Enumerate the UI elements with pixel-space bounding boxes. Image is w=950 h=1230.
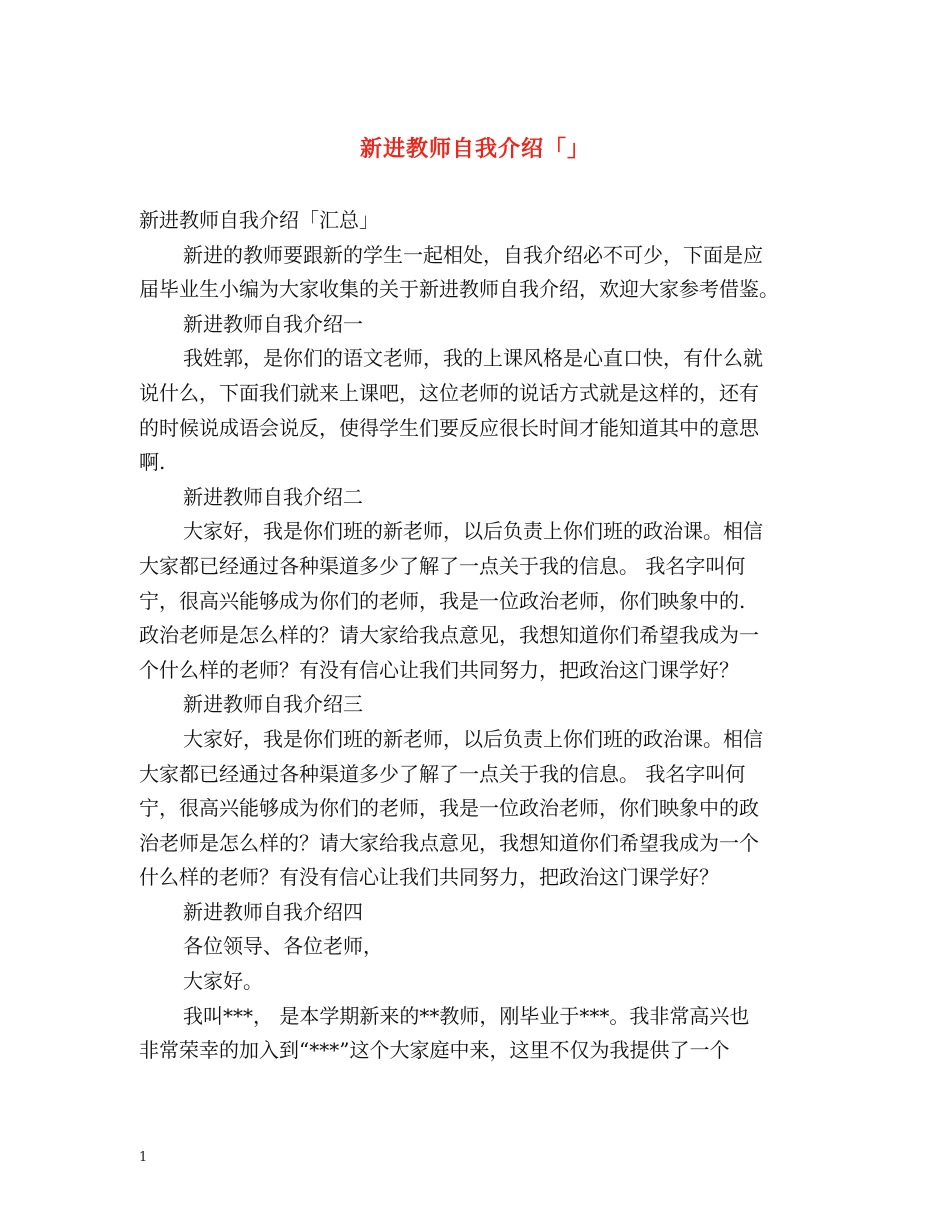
paragraph-line: 新进的教师要跟新的学生一起相处，自我介绍必不可少，下面是应 [183, 242, 763, 267]
paragraph-line: 我叫***， 是本学期新来的**教师，刚毕业于***。我非常高兴也 [183, 1003, 750, 1028]
section-heading: 新进教师自我介绍四 [183, 899, 363, 924]
paragraph-line: 个什么样的老师？有没有信心让我们共同努力，把政治这门课学好？ [139, 657, 739, 682]
paragraph-line: 宁，很高兴能够成为你们的老师，我是一位政治老师，你们映象中的政 [139, 796, 759, 821]
paragraph-line: 大家好。 [183, 969, 263, 994]
paragraph-line: 治老师是怎么样的？请大家给我点意见，我想知道你们希望我成为一个 [139, 830, 759, 855]
paragraph-line: 的时候说成语会说反，使得学生们要反应很长时间才能知道其中的意思 [139, 415, 759, 440]
paragraph-line: 啊. [139, 450, 166, 475]
paragraph-line: 宁，很高兴能够成为你们的老师，我是一位政治老师，你们映象中的. [139, 588, 746, 613]
paragraph-line: 政治老师是怎么样的？请大家给我点意见，我想知道你们希望我成为一 [139, 623, 759, 648]
paragraph-line: 说什么，下面我们就来上课吧，这位老师的说话方式就是这样的，还有 [139, 380, 759, 405]
document-title: 新进教师自我介绍「」 [359, 136, 590, 162]
paragraph-line: 大家好，我是你们班的新老师，以后负责上你们班的政治课。相信 [183, 726, 763, 751]
section-heading: 新进教师自我介绍一 [183, 311, 363, 336]
paragraph-line: 届毕业生小编为大家收集的关于新进教师自我介绍，欢迎大家参考借鉴。 [139, 277, 779, 302]
page-number: 1 [139, 1150, 148, 1165]
paragraph-line: 大家都已经通过各种渠道多少了解了一点关于我的信息。 我名字叫何 [139, 761, 746, 786]
paragraph-line: 各位领导、各位老师， [183, 934, 383, 959]
document-body [139, 203, 811, 1068]
paragraph-line: 我姓郭，是你们的语文老师，我的上课风格是心直口快，有什么就 [183, 346, 763, 371]
paragraph-line: 大家都已经通过各种渠道多少了解了一点关于我的信息。 我名字叫何 [139, 553, 746, 578]
section-heading: 新进教师自我介绍二 [183, 484, 363, 509]
paragraph-line: 大家好，我是你们班的新老师，以后负责上你们班的政治课。相信 [183, 519, 763, 544]
paragraph-line: 非常荣幸的加入到“***”这个大家庭中来，这里不仅为我提供了一个 [139, 1038, 730, 1063]
paragraph-line: 什么样的老师？有没有信心让我们共同努力，把政治这门课学好？ [139, 865, 719, 890]
section-heading: 新进教师自我介绍三 [183, 692, 363, 717]
subtitle-line: 新进教师自我介绍「汇总」 [139, 208, 379, 232]
